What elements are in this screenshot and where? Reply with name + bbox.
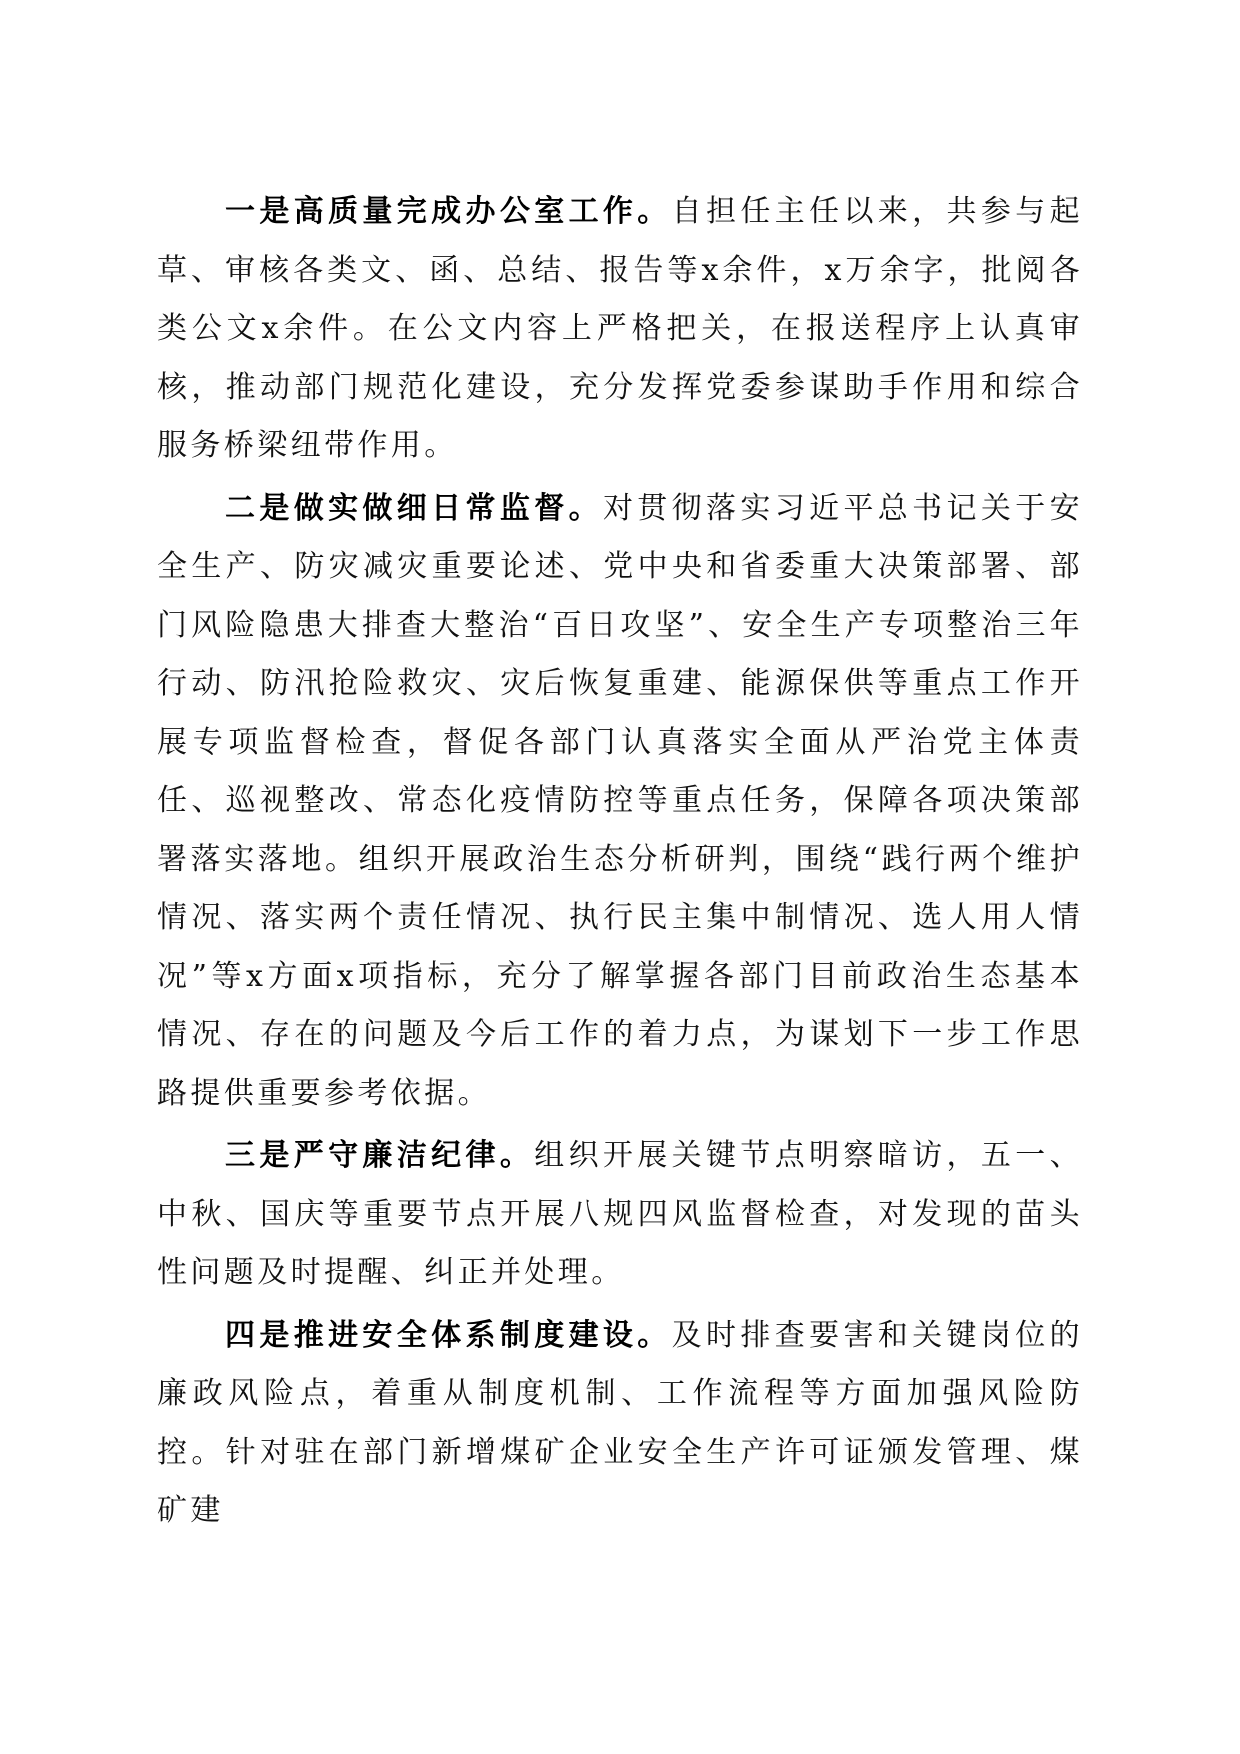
paragraph-4-heading: 四是推进安全体系制度建设。	[225, 1317, 672, 1353]
document-body	[157, 183, 1083, 1545]
paragraph-3-text: 组织开展关键节点明察暗访，五一、中秋、国庆等重要节点开展八规四风监督检查，对发现的苗头性问题及时提醒、纠正并处理。	[157, 1138, 1083, 1290]
paragraph-3	[157, 1127, 1083, 1303]
paragraph-2-text: 对贯彻落实习近平总书记关于安全生产、防灾减灾重要论述、党中央和省委重大决策部署、部门风险隐患大排查大整治“百日攻坚”、安全生产专项整治三年行动、防汛抢险救灾、灾后恢复重建、能源保供等重点工作开展专项监督检查，督促各部门认真落实全面从严治党主体责任、巡视整改、常态化疫情防控等重点任务，保障各项决策部署落实落地。组织开展政治生态分析研判，围绕“践行两个维护情况、落实两个责任情况、执行民主集中制情况、选人用人情况”等x方面x项指标，充分了解掌握各部门目前政治生态基本情况、存在的问题及今后工作的着力点，为谋划下一步工作思路提供重要参考依据。	[157, 490, 1083, 1111]
paragraph-4	[157, 1307, 1083, 1541]
paragraph-1	[157, 183, 1083, 476]
paragraph-2-heading: 二是做实做细日常监督。	[225, 490, 603, 526]
paragraph-1-heading: 一是高质量完成办公室工作。	[225, 194, 672, 229]
paragraph-1-text: 自担任主任以来，共参与起草、审核各类文、函、总结、报告等x余件，x万余字，批阅各类公文x余件。在公文内容上严格把关，在报送程序上认真审核，推动部门规范化建设，充分发挥党委参谋助手作用和综合服务桥梁纽带作用。	[157, 194, 1083, 463]
paragraph-2	[157, 480, 1083, 1124]
paragraph-4-text: 及时排查要害和关键岗位的廉政风险点，着重从制度机制、工作流程等方面加强风险防控。针对驻在部门新增煤矿企业安全生产许可证颁发管理、煤矿建	[157, 1317, 1083, 1528]
paragraph-3-heading: 三是严守廉洁纪律。	[225, 1138, 535, 1173]
